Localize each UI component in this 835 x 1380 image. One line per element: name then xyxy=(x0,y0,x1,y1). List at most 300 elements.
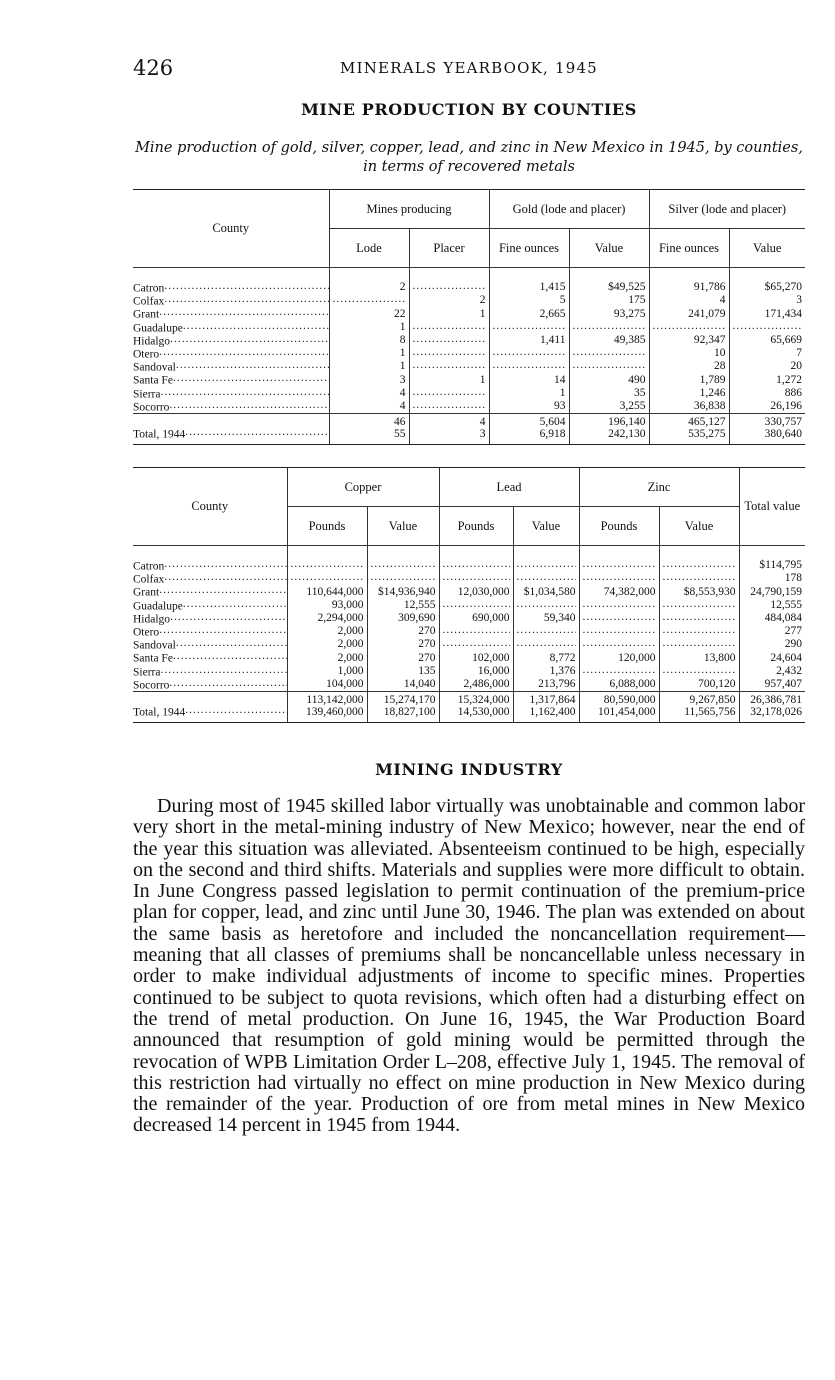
county-name xyxy=(133,400,329,414)
table-cell-text: 2,432 xyxy=(776,664,803,677)
table-cell-text: 12,555 xyxy=(770,598,803,611)
total-label-text: Total, 1944 xyxy=(133,707,186,720)
table-cell-text: $65,270 xyxy=(764,281,803,294)
dot-leader xyxy=(573,321,646,332)
dot-leader xyxy=(170,334,329,345)
dot-leader xyxy=(583,612,656,623)
total-cell-text: 15,274,170 xyxy=(383,693,436,706)
table-cell xyxy=(659,599,739,612)
county-name xyxy=(133,585,287,598)
dot-leader xyxy=(517,559,576,570)
dot-leader xyxy=(176,360,329,371)
table-row xyxy=(133,373,805,386)
dot-leader xyxy=(371,559,436,570)
county-name xyxy=(133,307,329,320)
total-value-header: Total value xyxy=(739,468,805,546)
table-cell xyxy=(367,612,439,625)
subheader-silver-value: Value xyxy=(729,229,805,268)
table-cell xyxy=(579,559,659,572)
county-name-text: Hidalgo xyxy=(133,613,171,625)
dot-leader xyxy=(164,559,287,570)
total-row xyxy=(133,691,805,705)
spacer-row xyxy=(133,268,805,282)
table-row xyxy=(133,334,805,347)
dot-leader xyxy=(413,387,486,398)
table-cell-text: $8,553,930 xyxy=(683,585,736,598)
total-cell xyxy=(287,705,367,722)
subheader-gold-fine-ounces: Fine ounces xyxy=(489,229,569,268)
table-cell xyxy=(579,599,659,612)
table-cell-text: 14 xyxy=(554,373,566,386)
total-label xyxy=(133,427,329,444)
total-cell xyxy=(659,705,739,722)
dot-leader xyxy=(291,572,364,583)
total-cell xyxy=(729,413,805,427)
gold-silver-table xyxy=(133,189,805,445)
table-cell-text: 1 xyxy=(399,320,406,333)
dot-leader xyxy=(663,638,736,649)
dot-leader xyxy=(443,625,510,636)
table-cell-text: 16,000 xyxy=(477,664,510,677)
dot-leader xyxy=(583,625,656,636)
table-cell-text: 1,411 xyxy=(540,334,566,347)
table-cell xyxy=(579,625,659,638)
table-cell xyxy=(367,678,439,692)
table-cell xyxy=(569,294,649,307)
table-cell-text: 104,000 xyxy=(326,677,364,690)
table-cell xyxy=(489,373,569,386)
subheader-silver-fine-ounces: Fine ounces xyxy=(649,229,729,268)
spacer-cell xyxy=(367,546,439,560)
subheader-zinc-pounds: Pounds xyxy=(579,507,659,546)
table-cell xyxy=(409,347,489,360)
table-cell-text: 241,079 xyxy=(688,307,726,320)
dot-leader xyxy=(164,294,329,305)
table-cell xyxy=(739,665,805,678)
table-cell xyxy=(729,400,805,414)
table-cell-text: 270 xyxy=(418,651,436,664)
dot-leader xyxy=(583,638,656,649)
dot-leader xyxy=(159,585,287,596)
table-cell xyxy=(329,400,409,414)
dot-leader xyxy=(733,321,803,332)
total-cell xyxy=(729,427,805,444)
table-cell xyxy=(729,373,805,386)
table-row xyxy=(133,307,805,320)
spacer-cell xyxy=(287,546,367,560)
total-cell xyxy=(649,427,729,444)
table-cell-text: 1,376 xyxy=(549,664,576,677)
county-name xyxy=(133,559,287,572)
table-cell-text: 10 xyxy=(714,347,726,360)
table-cell-text: 490 xyxy=(628,373,646,386)
table-cell-text: 59,340 xyxy=(543,612,576,625)
table-cell xyxy=(329,347,409,360)
dot-leader xyxy=(583,665,656,676)
table-cell xyxy=(659,625,739,638)
dot-leader xyxy=(443,599,510,610)
dot-leader xyxy=(663,559,736,570)
county-name-text: Santa Fe xyxy=(133,374,173,387)
table-cell xyxy=(329,307,409,320)
table-cell xyxy=(649,387,729,400)
table-cell xyxy=(329,387,409,400)
table-cell-text: 1 xyxy=(399,347,406,360)
running-head xyxy=(133,56,805,82)
table-cell xyxy=(659,612,739,625)
table-cell-text: 2,000 xyxy=(337,651,364,664)
table-cell xyxy=(739,625,805,638)
spacer-cell xyxy=(439,546,513,560)
table-cell xyxy=(729,360,805,373)
total-cell-text: 330,757 xyxy=(764,415,803,428)
total-cell-text: 26,386,781 xyxy=(750,693,803,706)
dot-leader xyxy=(291,559,364,570)
table-cell xyxy=(649,321,729,334)
table-cell-text: 93 xyxy=(554,399,566,412)
dot-leader xyxy=(159,307,329,318)
total-cell-text: 535,275 xyxy=(688,427,726,440)
dot-leader xyxy=(493,321,566,332)
dot-leader xyxy=(443,559,510,570)
table-cell xyxy=(287,599,367,612)
table-cell xyxy=(287,651,367,664)
table-cell xyxy=(649,294,729,307)
table-cell-text: 2,294,000 xyxy=(317,612,364,625)
table-cell xyxy=(569,321,649,334)
total-cell xyxy=(649,413,729,427)
table-cell xyxy=(579,585,659,598)
table-cell xyxy=(729,334,805,347)
table-cell-text: 886 xyxy=(784,386,803,399)
group-header-gold: Gold (lode and placer) xyxy=(489,190,649,229)
table-caption: Mine production of gold, silver, copper, lead, and zinc in New Mexico in 1945, by counties, in terms of recovered metals xyxy=(135,140,803,175)
dot-leader xyxy=(164,572,287,583)
table-cell xyxy=(367,651,439,664)
table-cell xyxy=(287,638,367,651)
table-cell xyxy=(287,665,367,678)
county-name xyxy=(133,321,329,334)
table-cell xyxy=(439,625,513,638)
total-cell xyxy=(409,413,489,427)
table-cell-text: 26,196 xyxy=(770,399,803,412)
dot-leader xyxy=(583,572,656,583)
group-header-lead: Lead xyxy=(439,468,579,507)
table-cell-text: 28 xyxy=(714,360,726,373)
table-cell xyxy=(649,347,729,360)
table-row xyxy=(133,400,805,414)
county-name xyxy=(133,360,329,373)
table-cell xyxy=(489,347,569,360)
total-cell xyxy=(579,691,659,705)
county-name-text: Sandoval xyxy=(133,639,176,652)
dot-leader xyxy=(159,347,329,358)
table-cell-text: 2 xyxy=(399,281,406,294)
table-row xyxy=(133,612,805,625)
total-row xyxy=(133,413,805,427)
dot-leader xyxy=(653,321,726,332)
table-cell-text: 1 xyxy=(559,386,566,399)
table-cell-text: 24,790,159 xyxy=(750,585,803,598)
table-row xyxy=(133,572,805,585)
dot-leader xyxy=(413,400,486,411)
subheader-zinc-value: Value xyxy=(659,507,739,546)
table-cell-text: 20 xyxy=(790,360,803,373)
dot-leader xyxy=(159,625,287,636)
table-cell xyxy=(729,321,805,334)
table-cell xyxy=(729,294,805,307)
table-cell-text: 4 xyxy=(399,399,406,412)
dot-leader xyxy=(173,651,287,662)
dot-leader xyxy=(371,572,436,583)
table-cell xyxy=(489,294,569,307)
table-cell xyxy=(739,651,805,664)
table-cell-text: 484,084 xyxy=(764,612,803,625)
total-cell xyxy=(439,705,513,722)
table-cell-text: 270 xyxy=(418,638,436,651)
total-cell-text: 6,918 xyxy=(539,427,566,440)
county-name-text: Socorro xyxy=(133,679,170,692)
table-cell xyxy=(513,559,579,572)
table-row xyxy=(133,360,805,373)
total-cell xyxy=(659,691,739,705)
table-cell xyxy=(367,625,439,638)
spacer-cell xyxy=(569,268,649,282)
table-cell xyxy=(409,307,489,320)
table-row xyxy=(133,625,805,638)
table-cell-text: 24,604 xyxy=(770,651,803,664)
county-name-text: Grant xyxy=(133,308,160,321)
county-name-text: Sierra xyxy=(133,388,161,400)
table-row xyxy=(133,599,805,612)
total-cell-text: 18,827,100 xyxy=(383,705,436,718)
table-cell-text: 700,120 xyxy=(698,677,736,690)
table-cell xyxy=(439,638,513,651)
dot-leader xyxy=(517,599,576,610)
table-cell-text: 1 xyxy=(479,373,486,386)
table-cell xyxy=(489,360,569,373)
dot-leader xyxy=(517,572,576,583)
dot-leader xyxy=(663,625,736,636)
table-cell xyxy=(513,612,579,625)
dot-leader xyxy=(413,334,486,345)
table-cell xyxy=(649,400,729,414)
dot-leader xyxy=(663,612,736,623)
table-cell xyxy=(409,360,489,373)
table-cell-text: 93,000 xyxy=(331,598,364,611)
total-cell xyxy=(739,705,805,722)
spacer-cell xyxy=(579,546,659,560)
county-name xyxy=(133,612,287,625)
total-1944-row xyxy=(133,427,805,444)
table-cell xyxy=(569,387,649,400)
county-name-text: Otero xyxy=(133,348,160,361)
table-cell xyxy=(729,281,805,294)
table-cell xyxy=(579,572,659,585)
table-cell xyxy=(439,612,513,625)
total-cell-text: 113,142,000 xyxy=(306,693,364,706)
table-cell xyxy=(649,373,729,386)
table-row xyxy=(133,294,805,307)
table-cell-text: 4 xyxy=(719,294,726,307)
table-cell xyxy=(329,334,409,347)
total-cell-text: 196,140 xyxy=(608,415,646,428)
table-cell xyxy=(649,360,729,373)
table-row xyxy=(133,559,805,572)
spacer-cell xyxy=(329,268,409,282)
total-cell-text: 3 xyxy=(479,427,486,440)
table-cell-text: 178 xyxy=(784,572,803,585)
table-cell-text: 135 xyxy=(418,664,436,677)
county-name-text: Colfax xyxy=(133,573,165,586)
table-cell xyxy=(513,638,579,651)
county-name-text: Otero xyxy=(133,626,160,639)
table-cell-text: 957,407 xyxy=(764,677,803,690)
dot-leader xyxy=(413,321,486,332)
table-cell-text: 1 xyxy=(479,307,486,320)
table-cell xyxy=(439,678,513,692)
dot-leader xyxy=(176,638,287,649)
table-cell xyxy=(739,678,805,692)
total-cell xyxy=(367,705,439,722)
table-cell xyxy=(729,387,805,400)
total-cell xyxy=(489,427,569,444)
total-cell-text: 242,130 xyxy=(608,427,646,440)
table-cell xyxy=(329,294,409,307)
county-name-text: Guadalupe xyxy=(133,322,183,334)
county-name-text: Catron xyxy=(133,560,165,573)
table-cell xyxy=(489,334,569,347)
table-cell-text: 49,385 xyxy=(613,334,646,347)
dot-leader xyxy=(443,572,510,583)
county-name-text: Santa Fe xyxy=(133,652,173,665)
county-name xyxy=(133,665,287,678)
table-cell-text: 690,000 xyxy=(472,612,510,625)
table-cell xyxy=(659,559,739,572)
county-name-text: Socorro xyxy=(133,401,170,414)
table-cell xyxy=(579,651,659,664)
table-cell xyxy=(409,387,489,400)
spacer-cell xyxy=(513,546,579,560)
total-cell-text: 101,454,000 xyxy=(598,705,656,718)
dot-leader xyxy=(160,387,329,398)
table-cell xyxy=(367,599,439,612)
table-row xyxy=(133,678,805,692)
table-cell xyxy=(513,678,579,692)
total-1944-row xyxy=(133,705,805,722)
dot-leader xyxy=(493,360,566,371)
total-cell xyxy=(439,691,513,705)
table-cell-text: 2,000 xyxy=(337,625,364,638)
spacer-cell xyxy=(739,546,805,560)
subheader-lode: Lode xyxy=(329,229,409,268)
dot-leader xyxy=(160,665,287,676)
table-cell xyxy=(569,373,649,386)
table-cell xyxy=(729,307,805,320)
table-cell xyxy=(513,599,579,612)
table-cell xyxy=(489,321,569,334)
total-cell-text: 4 xyxy=(479,415,486,428)
table-cell xyxy=(287,678,367,692)
total-cell-text: 9,267,850 xyxy=(689,693,736,706)
total-cell-text: 1,317,864 xyxy=(529,693,576,706)
section-title-mining-industry: MINING INDUSTRY xyxy=(375,760,563,779)
table-cell-text: 309,690 xyxy=(398,612,436,625)
dot-leader xyxy=(333,294,406,305)
table-cell xyxy=(287,625,367,638)
county-name xyxy=(133,294,329,307)
spacer-cell xyxy=(649,268,729,282)
table-cell-text: 5 xyxy=(559,294,566,307)
total-cell-text: 380,640 xyxy=(764,427,803,440)
table-cell xyxy=(409,294,489,307)
table-cell xyxy=(739,599,805,612)
county-name xyxy=(133,387,329,400)
table-cell xyxy=(739,572,805,585)
table-cell-text: 14,040 xyxy=(403,677,436,690)
dot-leader xyxy=(517,638,576,649)
table-cell-text: 110,644,000 xyxy=(306,585,364,598)
table-cell xyxy=(739,559,805,572)
table-cell-text: 2,486,000 xyxy=(463,677,510,690)
total-cell xyxy=(513,691,579,705)
table-cell xyxy=(649,334,729,347)
table-cell-text: 213,796 xyxy=(538,677,576,690)
total-cell-text: 465,127 xyxy=(688,415,726,428)
total-cell-text: 46 xyxy=(394,415,406,428)
table-cell xyxy=(659,638,739,651)
table-cell-text: 7 xyxy=(796,347,803,360)
total-cell xyxy=(579,705,659,722)
running-title: MINERALS YEARBOOK, 1945 xyxy=(340,59,598,77)
dot-leader xyxy=(185,705,287,716)
body-paragraph: During most of 1945 skilled labor virtually was unobtainable and common labor very short in the metal-mining industry of New Mexico; however, near the end of the year this situation was alleviated. Absenteeism continued to be high, especially on the second and third shifts. Materials and supplies were more difficult to obtain. In June Congress passed legislation to permit continuation of the premium-price plan for copper, lead, and zinc until June 30, 1946. The plan was extended on about the same basis as heretofore and included the noncancellation requirement—meaning that all classes of premiums shall be noncancellable unless necessary in order to make individual adjustments of income to specific mines. Properties continued to be subject to quota revisions, which often had a disturbing effect on the trend of metal production. On June 16, 1945, the War Production Board announced that resumption of gold mining would be permitted through the revocation of WPB Limitation Order L–208, effective July 1, 1945. The removal of this restriction had virtually no effect on mine production in New Mexico during the remainder of the year. Production of ore from metal mines in New Mexico decreased 14 percent in 1945 from 1944. xyxy=(133,795,805,1137)
county-name xyxy=(133,638,287,651)
total-cell-text: 14,530,000 xyxy=(457,705,510,718)
total-cell-text: 55 xyxy=(394,427,406,440)
table-row xyxy=(133,347,805,360)
table-cell xyxy=(409,281,489,294)
subheader-copper-value: Value xyxy=(367,507,439,546)
total-cell xyxy=(569,427,649,444)
subheader-gold-value: Value xyxy=(569,229,649,268)
table-cell-text: 120,000 xyxy=(618,651,656,664)
table-cell xyxy=(439,665,513,678)
table-cell xyxy=(329,373,409,386)
dot-leader xyxy=(663,572,736,583)
total-cell xyxy=(287,691,367,705)
subheader-copper-pounds: Pounds xyxy=(287,507,367,546)
county-name xyxy=(133,651,287,664)
table-cell xyxy=(513,665,579,678)
dot-leader xyxy=(169,400,329,411)
dot-leader xyxy=(413,360,486,371)
table-cell-text: 175 xyxy=(628,294,646,307)
table-cell xyxy=(367,665,439,678)
table-cell-text: $14,936,940 xyxy=(378,585,436,598)
table-cell-text: 35 xyxy=(634,386,646,399)
table-cell xyxy=(287,572,367,585)
table-cell xyxy=(739,612,805,625)
table-cell-text: 6,088,000 xyxy=(609,677,656,690)
table-row xyxy=(133,651,805,664)
table-cell xyxy=(579,665,659,678)
table-cell-text: 1,415 xyxy=(539,281,566,294)
table-cell-text: 2,665 xyxy=(539,307,566,320)
dot-leader xyxy=(583,559,656,570)
table-cell xyxy=(489,307,569,320)
table-cell xyxy=(287,585,367,598)
